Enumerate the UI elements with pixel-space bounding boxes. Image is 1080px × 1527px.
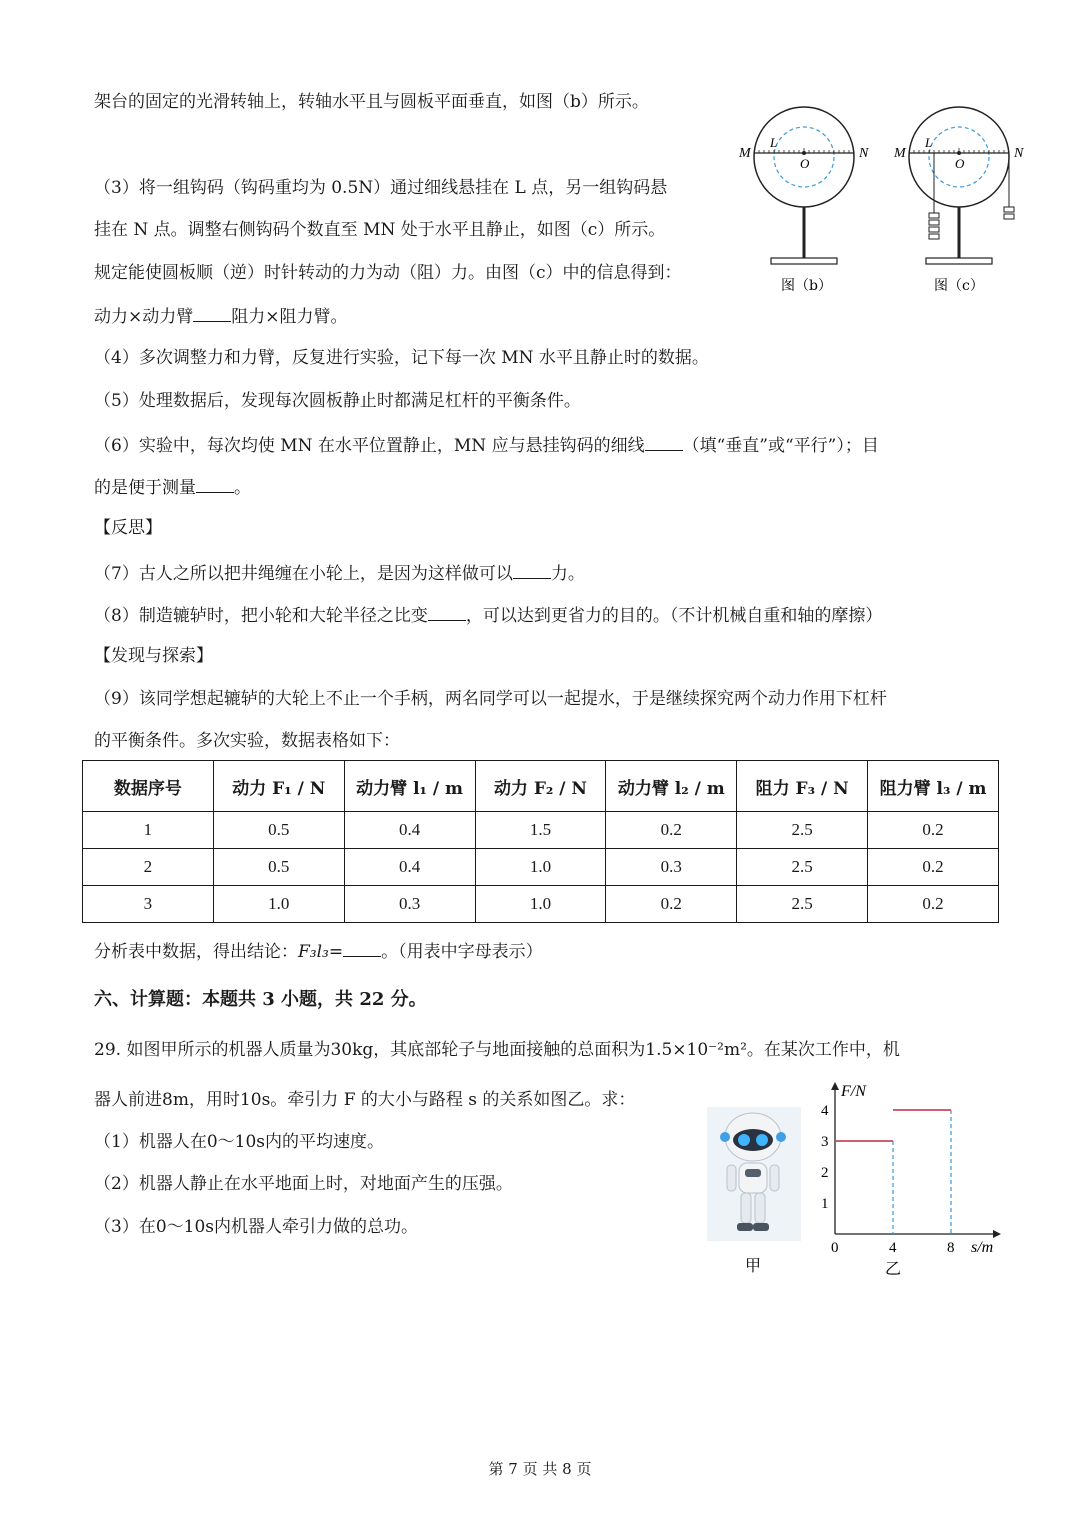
answer-blank-q9[interactable]: [343, 938, 381, 957]
label-n: N: [1014, 146, 1024, 161]
answer-blank-q7[interactable]: [513, 560, 551, 579]
explore-title: 【发现与探索】: [94, 646, 213, 666]
table-cell: 0.2: [606, 812, 737, 849]
table-cell: 0.3: [606, 849, 737, 886]
graph-caption: 乙: [885, 1259, 902, 1278]
robot-caption: 甲: [745, 1256, 762, 1275]
table-header-cell: 阻力 F₃ / N: [737, 761, 868, 812]
left-weights: [929, 213, 939, 239]
table-cell: 0.4: [344, 812, 475, 849]
answer-blank-q3[interactable]: [193, 303, 231, 322]
q4-line: （4）多次调整力和力臂，反复进行实验，记下每一次 MN 水平且静止时的数据。: [94, 348, 709, 368]
robot-torso: [739, 1163, 767, 1193]
reflect-title: 【反思】: [94, 518, 162, 538]
robot-right-arm: [770, 1165, 779, 1191]
answer-blank-q6a[interactable]: [645, 432, 683, 451]
table-header-row: [83, 761, 999, 812]
y-axis-label: F/N: [841, 1083, 866, 1100]
table-cell: 0.2: [606, 886, 737, 923]
table-row: [83, 849, 999, 886]
label-o: O: [955, 156, 965, 171]
table-cell: 2: [83, 849, 214, 886]
label-o: O: [800, 156, 810, 171]
label-m: M: [739, 146, 751, 161]
q5-line: （5）处理数据后，发现每次圆板静止时都满足杠杆的平衡条件。: [94, 391, 581, 411]
robot-right-leg: [755, 1193, 765, 1223]
table-header-cell: 动力臂 l₁ / m: [344, 761, 475, 812]
q3-line4-b: 阻力×阻力臂。: [231, 307, 348, 327]
q3-line3: 规定能使圆板顺（逆）时针转动的力为动（阻）力。由图（c）中的信息得到：: [94, 263, 682, 283]
table-header-cell: 动力 F₁ / N: [213, 761, 344, 812]
label-l: L: [770, 135, 778, 150]
y-tick-label: 2: [821, 1165, 829, 1181]
q6-text-a: （6）实验中，每次均使 MN 在水平位置静止，MN 应与悬挂钩码的细线: [94, 436, 645, 456]
q8-text-b: ，可以达到更省力的目的。（不计机械自重和轴的摩擦）: [465, 606, 883, 626]
table-cell: 1.5: [475, 812, 606, 849]
pivot-point: [957, 151, 961, 155]
q6-text-c: 的是便于测量: [94, 478, 196, 498]
robot-left-foot: [737, 1223, 753, 1231]
q3-line2: 挂在 N 点。调整右侧钩码个数直至 MN 处于水平且静止，如图（c）所示。: [94, 220, 666, 240]
q3-line1: （3）将一组钩码（钩码重均为 0.5N）通过细线悬挂在 L 点，另一组钩码悬: [94, 178, 668, 198]
table-cell: 0.2: [868, 812, 999, 849]
answer-blank-q6b[interactable]: [196, 474, 234, 493]
experiment-data-table: [82, 760, 999, 923]
table-cell: 1: [83, 812, 214, 849]
pivot-point: [802, 151, 806, 155]
table-cell: 0.2: [868, 886, 999, 923]
x-axis-arrow: [993, 1230, 1001, 1238]
x-tick-label: 0: [831, 1240, 839, 1256]
figure-c-disc-with-weights: [888, 95, 1038, 300]
q7-text-b: 力。: [550, 564, 585, 584]
q8-text-a: （8）制造辘轳时，把小轮和大轮半径之比变: [94, 606, 428, 626]
table-row: [83, 886, 999, 923]
label-l: L: [925, 135, 933, 150]
q8-line: [94, 602, 882, 628]
y-tick-label: 4: [821, 1103, 829, 1119]
table-cell: 3: [83, 886, 214, 923]
figure-c-caption: 图（c）: [934, 278, 984, 294]
conclusion-expression: F₃l₃=: [298, 942, 344, 962]
conclusion-text-a: 分析表中数据，得出结论：: [94, 942, 298, 962]
y-tick-label: 1: [821, 1196, 829, 1212]
table-cell: 0.3: [344, 886, 475, 923]
force-distance-graph: [815, 1078, 1015, 1283]
right-weights: [1004, 207, 1014, 219]
table-cell: 0.5: [213, 849, 344, 886]
q9-line2: 的平衡条件。多次实验，数据表格如下：: [94, 731, 400, 751]
robot-right-ear: [776, 1132, 786, 1142]
table-cell: 0.4: [344, 849, 475, 886]
table-header-cell: 阻力臂 l₃ / m: [868, 761, 999, 812]
section-six-title: 六、计算题：本题共 3 小题，共 22 分。: [94, 989, 427, 1010]
conclusion-line: [94, 938, 543, 964]
q7-text-a: （7）古人之所以把井绳缠在小轮上，是因为这样做可以: [94, 564, 513, 584]
robot-illustration: [705, 1105, 805, 1280]
q6-line2: [94, 474, 251, 500]
robot-left-eye: [738, 1134, 750, 1146]
x-tick-label: 4: [889, 1240, 897, 1256]
q6-line1: [94, 432, 879, 458]
robot-left-arm: [727, 1165, 736, 1191]
q29-line2: 器人前进8m，用时10s。牵引力 F 的大小与路程 s 的关系如图乙。求：: [94, 1090, 636, 1110]
q6-text-d: 。: [234, 478, 251, 498]
table-cell: 1.0: [475, 886, 606, 923]
page-footer: 第 7 页 共 8 页: [488, 1460, 592, 1478]
stand-base: [926, 258, 992, 264]
table-cell: 0.5: [213, 812, 344, 849]
graph-layer: [821, 1082, 1001, 1278]
robot-chest-panel: [745, 1169, 761, 1177]
figure-b-disc-apparatus: [733, 95, 873, 300]
q29-sub1: （1）机器人在0～10s内的平均速度。: [94, 1132, 384, 1152]
table-row: [83, 812, 999, 849]
label-n: N: [859, 146, 869, 161]
q3-line4-a: 动力×动力臂: [94, 307, 194, 327]
table-cell: 0.2: [868, 849, 999, 886]
robot-left-leg: [741, 1193, 751, 1223]
x-axis-label: s/m: [971, 1239, 994, 1256]
robot-right-eye: [756, 1134, 768, 1146]
conclusion-text-b: 。（用表中字母表示）: [381, 942, 543, 962]
stand-base: [771, 258, 837, 264]
q7-line: [94, 560, 585, 586]
table-cell: 2.5: [737, 812, 868, 849]
table-header-cell: 动力 F₂ / N: [475, 761, 606, 812]
figure-b-caption: 图（b）: [781, 278, 832, 294]
label-m: M: [894, 146, 906, 161]
table-header-cell: 数据序号: [83, 761, 214, 812]
answer-blank-q8[interactable]: [428, 602, 466, 621]
y-tick-label: 3: [821, 1134, 829, 1150]
table-cell: 2.5: [737, 849, 868, 886]
y-axis-arrow: [831, 1082, 839, 1090]
table-cell: 1.0: [475, 849, 606, 886]
q29-sub2: （2）机器人静止在水平地面上时，对地面产生的压强。: [94, 1174, 513, 1194]
table-cell: 1.0: [213, 886, 344, 923]
table-cell: 2.5: [737, 886, 868, 923]
q3-line4: [94, 303, 348, 329]
intro-line: 架台的固定的光滑转轴上，转轴水平且与圆板平面垂直，如图（b）所示。: [94, 92, 649, 112]
table-header-cell: 动力臂 l₂ / m: [606, 761, 737, 812]
robot-left-ear: [720, 1132, 730, 1142]
x-tick-label: 8: [947, 1240, 955, 1256]
robot-right-foot: [753, 1223, 769, 1231]
q29-line1: 29. 如图甲所示的机器人质量为30kg，其底部轮子与地面接触的总面积为1.5×10⁻²m²。在某次工作中，机: [94, 1040, 900, 1060]
q6-text-b: （填“垂直”或“平行”）；目: [682, 436, 879, 456]
q29-sub3: （3）在0～10s内机器人牵引力做的总功。: [94, 1217, 418, 1237]
q9-line1: （9）该同学想起辘轳的大轮上不止一个手柄，两名同学可以一起提水，于是继续探究两个动力作用下杠杆: [94, 689, 887, 709]
